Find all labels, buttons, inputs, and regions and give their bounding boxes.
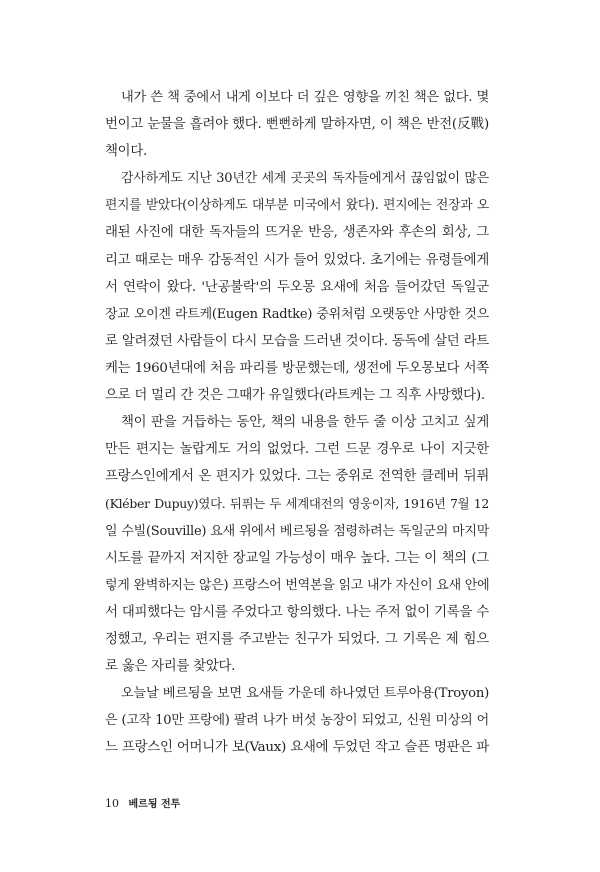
running-title: 베르됭 전투 — [128, 799, 181, 810]
paragraph-3-line-10: 로 옳은 자리를 찾았다. — [105, 658, 236, 674]
paragraph-2-line-6: 장교 오이겐 라트케(Eugen Radtke) 중위처럼 오랫동안 사망한 것으 — [105, 306, 489, 322]
paragraph-2-line-3: 래된 사진에 대한 독자들의 뜨거운 반응, 생존자와 후손의 회상, 그 — [105, 225, 489, 241]
paragraph-4-line-1: 오늘날 베르됭을 보면 요새들 가운데 하나였던 트루아용(Troyon) — [121, 686, 489, 702]
paragraph-3-line-5: 일 수빌(Souville) 요새 위에서 베르됭을 점령하려는 독일군의 마지막 — [105, 523, 489, 539]
paragraph-2-line-5: 서 연락이 왔다. '난공불락'의 두오몽 요새에 처음 들어갔던 독일군 — [105, 279, 489, 295]
page-footer — [105, 795, 180, 810]
paragraph-3-line-8: 서 대피했다는 암시를 주었다고 항의했다. 나는 주저 없이 기록을 수 — [105, 604, 489, 620]
paragraph-3-line-7: 렇게 완벽하지는 않은) 프랑스어 번역본을 읽고 내가 자신이 요새 안에 — [105, 577, 490, 593]
paragraph-2-line-2: 편지를 받았다(이상하게도 대부분 미국에서 왔다). 편지에는 전장과 오 — [105, 198, 489, 214]
paragraph-1-line-3: 책이다. — [105, 144, 148, 160]
paragraph-2-line-4: 리고 때로는 매우 감동적인 시가 들어 있었다. 초기에는 유령들에게 — [105, 252, 489, 268]
paragraph-3-line-9: 정했고, 우리는 편지를 주고받는 친구가 되었다. 그 기록은 제 힘으 — [105, 631, 489, 647]
page-body — [105, 84, 489, 761]
paragraph-3-line-1: 책이 판을 거듭하는 동안, 책의 내용을 한두 줄 이상 고치고 싶게 — [121, 415, 489, 431]
paragraph-4-line-2: 은 (고작 10만 프랑에) 팔려 나가 버섯 농장이 되었고, 신원 미상의 어 — [105, 713, 489, 729]
page-number: 10 — [105, 797, 119, 810]
paragraph-2-line-7: 로 알려졌던 사람들이 다시 모습을 드러낸 것이다. 동독에 살던 라트 — [105, 333, 489, 349]
paragraph-1-line-2: 번이고 눈물을 흘려야 했다. 뻔뻔하게 말하자면, 이 책은 반전(反戰) — [105, 117, 489, 133]
paragraph-2-line-1: 감사하게도 지난 30년간 세계 곳곳의 독자들에게서 끊임없이 많은 — [121, 171, 489, 187]
paragraph-2-line-9: 으로 더 멀리 간 것은 그때가 유일했다(라트케는 그 직후 사망했다). — [105, 388, 485, 404]
paragraph-3-line-4: (Kléber Dupuy)였다. 뒤퓌는 두 세계대전의 영웅이자, 1916년 7월 12 — [105, 496, 489, 512]
paragraph-2-line-8: 케는 1960년대에 처음 파리를 방문했는데, 생전에 두오몽보다 서쪽 — [105, 360, 489, 376]
paragraph-3-line-2: 만든 편지는 놀랍게도 거의 없었다. 그런 드문 경우로 나이 지긋한 — [105, 442, 489, 458]
paragraph-1-line-1: 내가 쓴 책 중에서 내게 이보다 더 깊은 영향을 끼친 책은 없다. 몇 — [121, 90, 489, 105]
paragraph-3-line-3: 프랑스인에게서 온 편지가 있었다. 그는 중위로 전역한 클레버 뒤퓌 — [105, 469, 489, 485]
paragraph-3-line-6: 시도를 끝까지 저지한 장교일 가능성이 매우 높다. 그는 이 책의 (그 — [105, 550, 489, 566]
paragraph-4-line-3: 느 프랑스인 어머니가 보(Vaux) 요새에 두었던 작고 슬픈 명판은 파 — [105, 740, 489, 756]
